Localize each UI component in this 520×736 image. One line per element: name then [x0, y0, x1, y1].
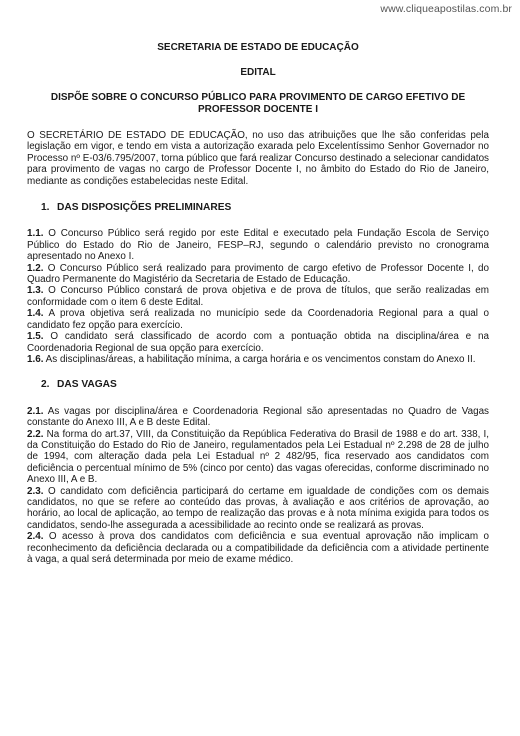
edital-document: [27, 42, 489, 565]
clause-item: [27, 531, 489, 565]
clause-text: As vagas por disciplina/área e Coordenadoria Regional são apresentadas no Quadro de Vagas constante do Anexo III, A e B deste Edital.: [27, 405, 489, 429]
clause-text: Na forma do art.37, VIII, da Constituição da República Federativa do Brasil de 1988 e do art. 338, I, da Constituição do Estado do Rio de Janeiro, regulamentados pela Lei Estadual nº 2.298 de 28 de julho de 1994, com alteração dada pela Lei Estadual nº 2 482/95, fica reservado aos candidatos com deficiência o percentual mínimo de 5% (cinco por cento) das vagas oferecidas, conforme discriminado no Anexo III, A e B.: [27, 428, 489, 486]
clause-number: 1.2.: [27, 262, 44, 274]
clause-text: O Concurso Público será realizado para provimento de cargo efetivo de Professor Docente I, do Quadro Permanente do Magistério da Secretaria de Estado de Educação.: [27, 262, 489, 286]
site-watermark: www.cliqueapostilas.com.br: [380, 3, 512, 15]
intro-paragraph: O SECRETÁRIO DE ESTADO DE EDUCAÇÃO, no uso das atribuições que lhe são conferidas pela legislação em vigor, e tendo em vista a autorização exarada pelo Excelentíssimo Senhor Governador no Processo nº E-03/6.795/2007, torna público que fará realizar Concurso destinado a selecionar candidatos para provimento de vagas no cargo de Professor Docente I, no âmbito do Estado do Rio de Janeiro, mediante as condições estabelecidas neste Edital.: [27, 130, 489, 187]
clause-text: O Concurso Público será regido por este Edital e executado pela Fundação Escola de Serviço Público do Estado do Rio de Janeiro, FESP–RJ, segundo o calendário previsto no cronograma apresentado no Anexo I.: [27, 228, 489, 263]
section-title: [27, 379, 489, 390]
issuer-heading: SECRETARIA DE ESTADO DE EDUCAÇÃO: [157, 42, 359, 53]
clause-text: O acesso à prova dos candidatos com deficiência e sua eventual aprovação não implicam o reconhecimento da deficiência declarada ou a compatibilidade da deficiência com a atividade pertinente à vaga, a qual será determinada por meio de exame médico.: [27, 531, 489, 565]
section-title-text: DAS VAGAS: [57, 379, 117, 391]
clause-item: [27, 429, 489, 486]
section-title-text: DAS DISPOSIÇÕES PRELIMINARES: [57, 202, 232, 214]
section-preliminares: [27, 202, 489, 365]
subject-heading: DISPÕE SOBRE O CONCURSO PÚBLICO PARA PROVIMENTO DE CARGO EFETIVO DE PROFESSOR DOCENTE I: [50, 92, 466, 115]
clause-item: [27, 308, 489, 331]
clause-text: A prova objetiva será realizada no município sede da Coordenadoria Regional para a qual o candidato fez opção para exercício.: [27, 308, 489, 331]
clause-number: 2.2.: [27, 428, 44, 440]
clause-item: [27, 486, 489, 532]
section-title: [27, 202, 489, 213]
section-number: 1.: [41, 202, 50, 214]
clause-number: 2.3.: [27, 485, 44, 497]
clause-number: 2.4.: [27, 531, 44, 543]
section-number: 2.: [41, 379, 50, 391]
section-spacer: [27, 365, 489, 379]
clause-number: 1.3.: [27, 285, 44, 297]
clause-number: 1.1.: [27, 228, 44, 240]
clause-text: As disciplinas/áreas, a habilitação mínima, a carga horária e os vencimentos constam do Anexo II.: [43, 353, 476, 365]
clause-item: [27, 406, 489, 429]
clause-text: O Concurso Público constará de prova objetiva e de prova de títulos, que serão realizadas em conformidade com o item 6 deste Edital.: [27, 285, 489, 308]
clause-number: 2.1.: [27, 405, 44, 417]
clause-item: [27, 228, 489, 262]
clause-text: O candidato com deficiência participará do certame em igualdade de condições com os demais candidatos, no que se refere ao conteúdo das provas, à avaliação e aos critérios de aprovação, ao horário, ao local de aplicação, ao tempo de realização das provas e à nota mínima exigida para todos os candidatos, sendo-lhe assegurada a acessibilidade ao recinto onde se realizará as provas.: [27, 485, 489, 531]
clause-number: 1.4.: [27, 308, 44, 320]
clause-number: 1.6.: [27, 353, 44, 365]
clause-number: 1.5.: [27, 331, 44, 343]
document-type-heading: EDITAL: [240, 67, 276, 78]
clause-item: [27, 285, 489, 308]
section-vagas: [27, 379, 489, 565]
clause-item: [27, 354, 489, 365]
clause-item: [27, 331, 489, 354]
clause-item: [27, 263, 489, 286]
clause-text: O candidato será classificado de acordo com a pontuação obtida na disciplina/área e na Coordenadoria Regional de sua opção para exercício.: [27, 331, 489, 354]
